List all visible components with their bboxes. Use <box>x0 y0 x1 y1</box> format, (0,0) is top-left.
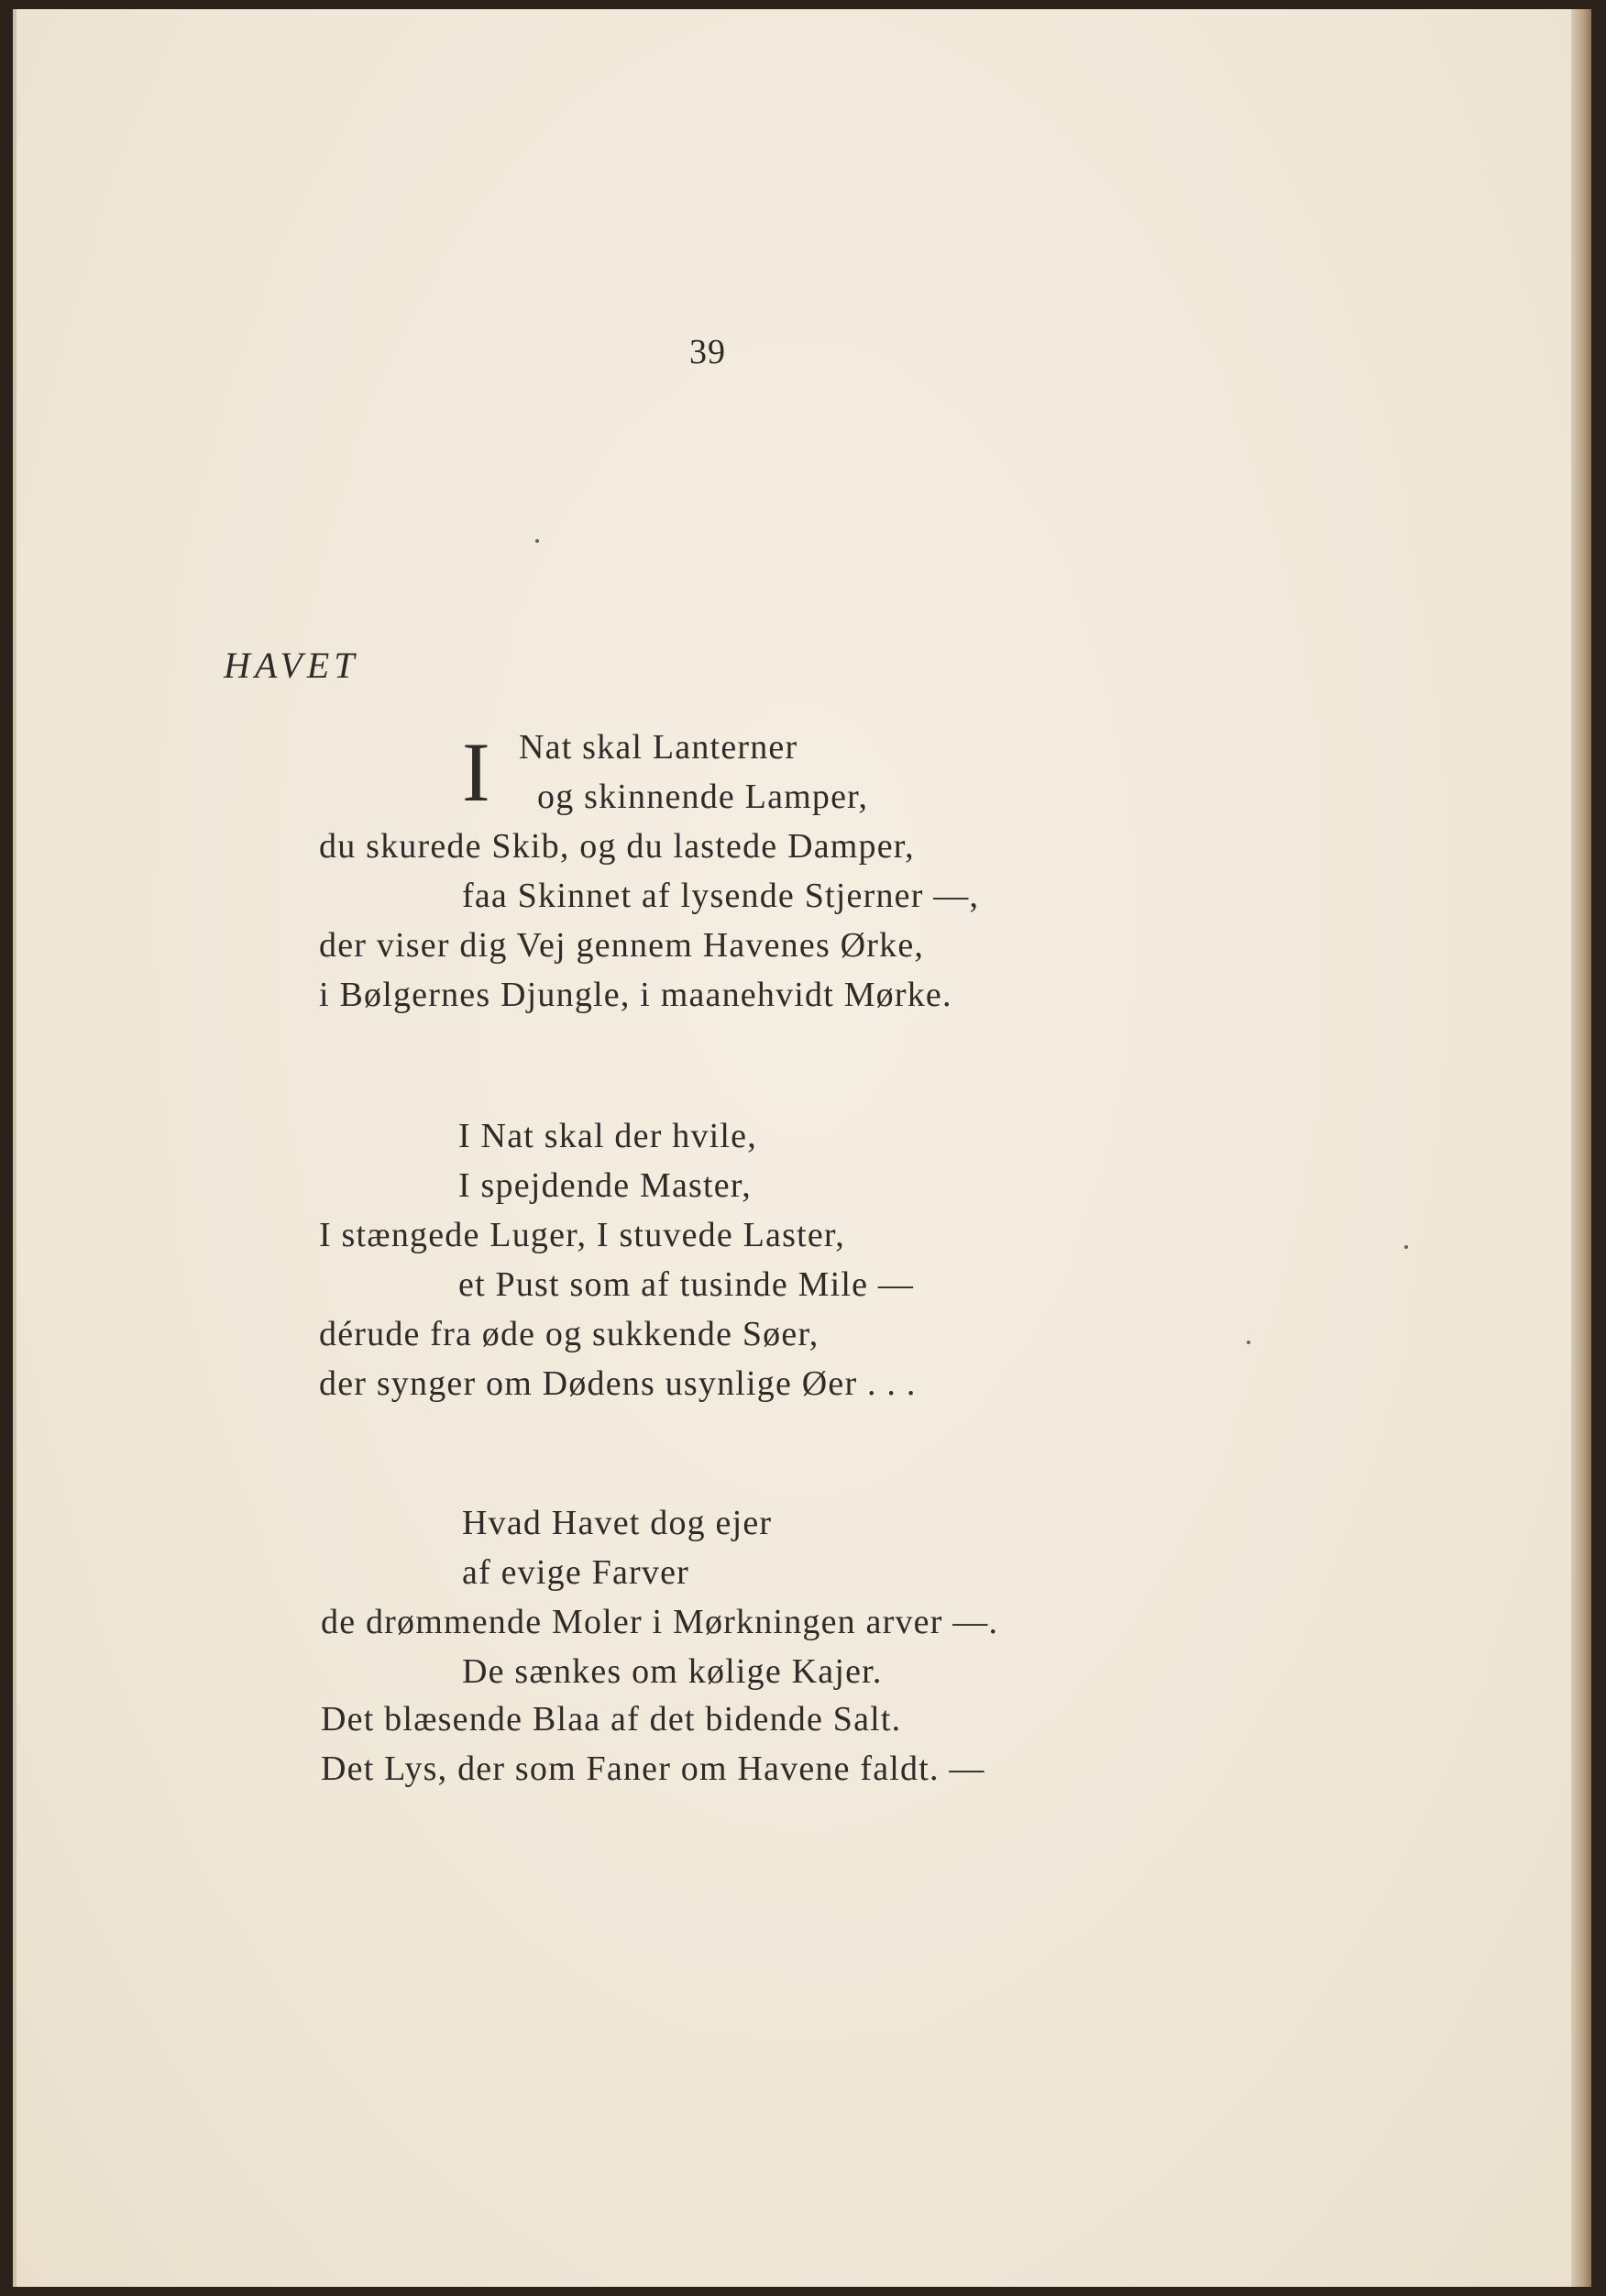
page-left-edge <box>13 9 16 2287</box>
poem-line: I stængede Luger, I stuvede Laster, <box>319 1216 845 1254</box>
poem-line: Hvad Havet dog ejer <box>462 1504 773 1542</box>
paper-speck <box>535 539 539 543</box>
poem-line: Det blæsende Blaa af det bidende Salt. <box>321 1700 902 1739</box>
page-right-edge <box>1571 9 1591 2287</box>
drop-cap: I <box>462 725 490 819</box>
poem-line: og skinnende Lamper, <box>537 778 869 816</box>
poem-line: faa Skinnet af lysende Stjerner —, <box>462 877 980 915</box>
poem-line: Nat skal Lanterner <box>519 728 798 767</box>
page-number: 39 <box>689 333 726 371</box>
poem-line: I spejdende Master, <box>458 1166 752 1205</box>
poem-line: i Bølgernes Djungle, i maanehvidt Mørke. <box>319 976 952 1014</box>
paper-speck <box>1404 1245 1408 1249</box>
poem-line: af evige Farver <box>462 1553 689 1592</box>
poem-line: de drømmende Moler i Mørkningen arver —. <box>321 1603 999 1641</box>
poem-line: De sænkes om kølige Kajer. <box>462 1652 883 1691</box>
poem-title: HAVET <box>224 645 359 686</box>
poem-line: der synger om Dødens usynlige Øer . . . <box>319 1364 917 1403</box>
poem-line: Det Lys, der som Faner om Havene faldt. — <box>321 1750 985 1788</box>
poem-line: der viser dig Vej gennem Havenes Ørke, <box>319 926 925 965</box>
poem-line: et Pust som af tusinde Mile — <box>458 1265 915 1304</box>
book-page <box>13 9 1591 2287</box>
poem-line: du skurede Skib, og du lastede Damper, <box>319 827 915 866</box>
poem-line: I Nat skal der hvile, <box>458 1117 757 1155</box>
paper-speck <box>1247 1341 1250 1344</box>
poem-line: dérude fra øde og sukkende Søer, <box>319 1315 820 1353</box>
